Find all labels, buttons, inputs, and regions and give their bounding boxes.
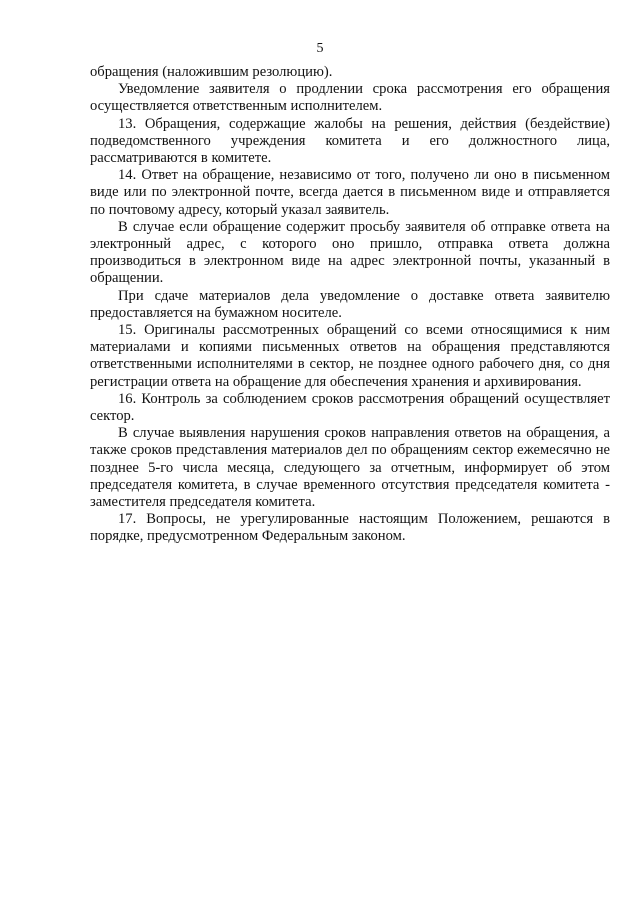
paragraph-17: 17. Вопросы, не урегулированные настоящим Положением, решаются в порядке, предусмотренном Федеральным законом.	[90, 511, 610, 545]
document-body	[90, 64, 610, 546]
paragraph-13: 13. Обращения, содержащие жалобы на решения, действия (бездействие) подведомственного учреждения комитета и его должностного лица, рассматриваются в комитете.	[90, 115, 610, 167]
paragraph-15: 15. Оригиналы рассмотренных обращений со всеми относящимися к ним материалами и копиями письменных ответов на обращения представляются ответственными исполнителями в сектор, не позднее одного рабочего дня, со дня регистрации ответа на обращение для обеспечения хранения и архивирования.	[90, 322, 610, 390]
paragraph-deadline-violation: В случае выявления нарушения сроков направления ответов на обращения, а также сроков представления материалов дел по обращениям сектор ежемесячно не позднее 5-го числа месяца, следующего за отчетным, информирует об этом председателя комитета, в случае временного отсутствия председателя комитета - заместителя председателя комитета.	[90, 425, 610, 511]
paragraph-extension-notice: Уведомление заявителя о продлении срока рассмотрения его обращения осуществляется ответственным исполнителем.	[90, 81, 610, 115]
paragraph-16: 16. Контроль за соблюдением сроков рассмотрения обращений осуществляет сектор.	[90, 390, 610, 425]
page-number: 5	[316, 41, 324, 56]
paragraph-14: 14. Ответ на обращение, независимо от того, получено ли оно в письменном виде или по электронной почте, всегда дается в письменном виде и отправляется по почтовому адресу, который указал заявитель.	[90, 167, 610, 218]
paragraph-email-reply: В случае если обращение содержит просьбу заявителя об отправке ответа на электронный адрес, с которого оно пришло, отправка ответа должна производиться в электронном виде на адрес электронной почты, указанный в обращении.	[90, 218, 610, 287]
paragraph-continuation: обращения (наложившим резолюцию).	[90, 64, 333, 80]
paragraph-paper-notice: При сдаче материалов дела уведомление о доставке ответа заявителю предоставляется на бумажном носителе.	[90, 287, 610, 321]
